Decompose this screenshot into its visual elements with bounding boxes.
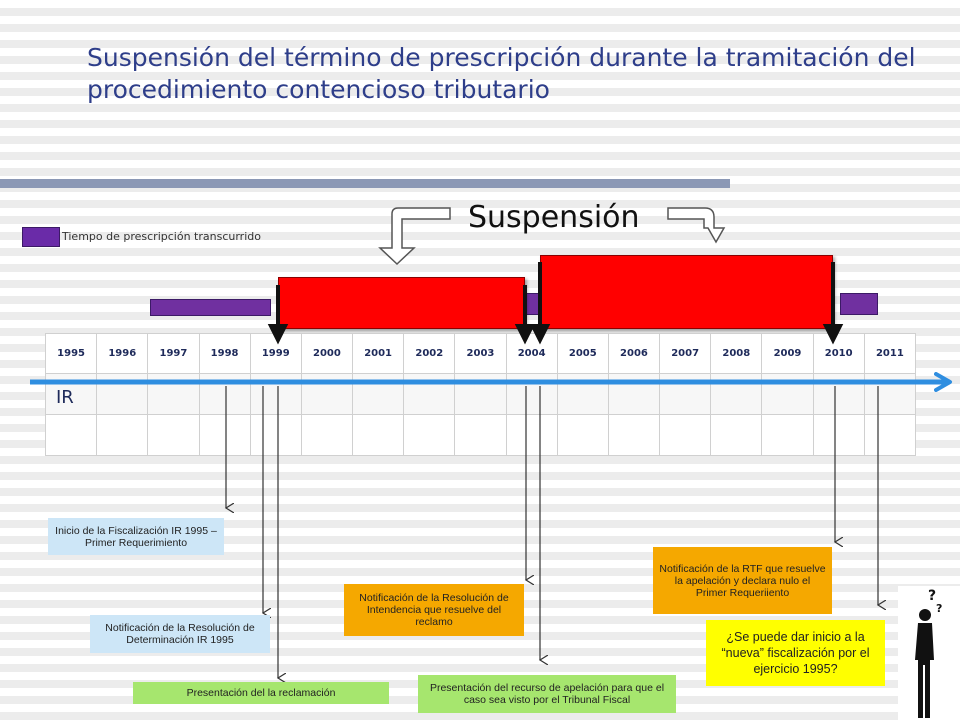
year-cell: 2008	[711, 334, 762, 374]
year-cell: 2005	[557, 334, 608, 374]
suspension-label: Suspensión	[468, 200, 640, 235]
event-presentacion-reclamacion: Presentación del la reclamación	[133, 682, 389, 704]
year-cell: 2002	[404, 334, 455, 374]
year-cell: 2007	[660, 334, 711, 374]
question-box: ¿Se puede dar inicio a la “nueva” fiscalización por el ejercicio 1995?	[706, 620, 885, 686]
year-cell: 1997	[148, 334, 199, 374]
svg-text:?: ?	[928, 588, 937, 604]
year-cell: 2000	[301, 334, 352, 374]
event-recurso-apelacion: Presentación del recurso de apelación para que el caso sea visto por el Tribunal Fiscal	[418, 675, 676, 713]
year-cell: 2006	[608, 334, 659, 374]
svg-text:?: ?	[936, 602, 943, 615]
year-cell: 2009	[762, 334, 813, 374]
year-cell: 1996	[97, 334, 148, 374]
year-cell: 2004	[506, 334, 557, 374]
year-cell: 2003	[455, 334, 506, 374]
ir-row-label: IR	[56, 387, 74, 408]
year-cell: 2011	[864, 334, 915, 374]
thinking-person-icon	[898, 586, 960, 720]
year-cell: 2010	[813, 334, 864, 374]
year-cell: 2001	[353, 334, 404, 374]
suspension-curved-arrows	[380, 208, 724, 264]
suspension-boundary-arrows	[271, 262, 840, 340]
event-notificacion-intendencia: Notificación de la Resolución de Intendencia que resuelve del reclamo	[344, 584, 524, 636]
legend-label: Tiempo de prescripción transcurrido	[62, 230, 261, 243]
year-cell: 1995	[46, 334, 97, 374]
event-notificacion-rtf: Notificación de la RTF que resuelve la apelación y declara nulo el Primer Requeriiento	[653, 547, 832, 614]
slide-title: Suspensión del término de prescripción durante la tramitación del procedimiento contencioso tributario	[87, 43, 916, 104]
event-notificacion-determinacion: Notificación de la Resolución de Determinación IR 1995	[90, 615, 270, 653]
year-cell: 1998	[199, 334, 250, 374]
year-cell: 1999	[250, 334, 301, 374]
event-inicio-fiscalizacion: Inicio de la Fiscalización IR 1995 – Primer Requerimiento	[48, 518, 224, 555]
